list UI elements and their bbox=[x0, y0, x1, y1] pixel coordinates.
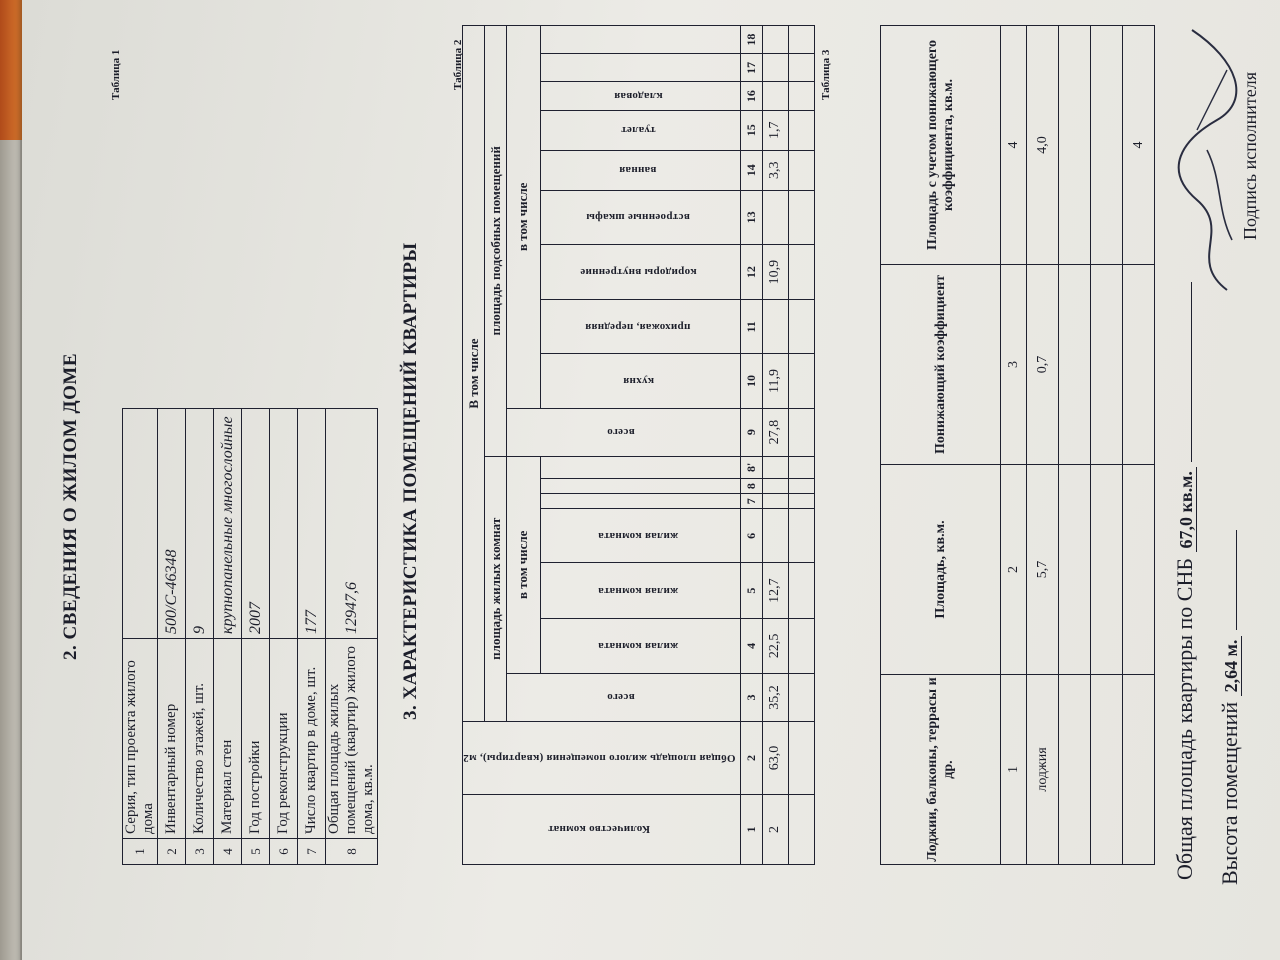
table2-caption: Таблица 2 bbox=[452, 39, 464, 90]
table2-index-row bbox=[740, 26, 762, 865]
cell-area: 5,7 bbox=[1027, 465, 1059, 675]
header-closets: встроенные шкафы bbox=[540, 190, 740, 244]
row-num: 7 bbox=[298, 839, 326, 865]
col-index-cell: 10 bbox=[740, 354, 762, 408]
col-index-cell: 7 bbox=[740, 494, 762, 509]
header-bath: ванная bbox=[540, 150, 740, 190]
header-empty bbox=[540, 456, 740, 478]
cell-type: лоджия bbox=[1027, 675, 1059, 865]
cell-reduced: 4,0 bbox=[1027, 26, 1059, 265]
row-value bbox=[270, 409, 298, 639]
table1 bbox=[122, 408, 378, 865]
empty-cell bbox=[788, 245, 814, 300]
table3-data-row bbox=[1027, 26, 1059, 865]
col-index-cell: 8 bbox=[740, 478, 762, 493]
table1-row bbox=[242, 409, 270, 865]
col-index-cell: 13 bbox=[740, 190, 762, 244]
total-area-value: 67,0 кв.м. bbox=[1176, 467, 1197, 552]
table1-row bbox=[298, 409, 326, 865]
col-index-cell: 9 bbox=[740, 408, 762, 456]
col-index-cell: 11 bbox=[740, 300, 762, 354]
data-cell: 63,0 bbox=[762, 722, 788, 795]
table2-empty-row bbox=[788, 26, 814, 865]
row-num: 8 bbox=[326, 839, 378, 865]
row-label: Год постройки bbox=[242, 639, 270, 839]
total-area-line bbox=[1172, 282, 1198, 880]
document-sheet bbox=[22, 0, 1280, 960]
data-cell: 1,7 bbox=[762, 110, 788, 150]
ceiling-height-line bbox=[1217, 530, 1243, 885]
empty-cell bbox=[788, 674, 814, 722]
col-index-cell: 16 bbox=[740, 82, 762, 110]
table3 bbox=[880, 25, 1155, 865]
index-cell: 4 bbox=[1001, 26, 1027, 265]
header-toilet: туалет bbox=[540, 110, 740, 150]
data-cell: 3,3 bbox=[762, 150, 788, 190]
row-value: 12947,6 bbox=[326, 409, 378, 639]
row-num: 4 bbox=[214, 839, 242, 865]
row-value: 9 bbox=[186, 409, 214, 639]
header-coef: Понижающий коэффициент bbox=[881, 265, 1001, 465]
row-label: Материал стен bbox=[214, 639, 242, 839]
header-room: жилая комната bbox=[540, 563, 740, 618]
data-cell bbox=[762, 494, 788, 509]
table1-row bbox=[158, 409, 186, 865]
col-index-cell: 15 bbox=[740, 110, 762, 150]
col-index-cell: 5 bbox=[740, 563, 762, 618]
row-value: 500/С-46348 bbox=[158, 409, 186, 639]
row-value: крупнопанельные многослойные bbox=[214, 409, 242, 639]
ceiling-height-value: 2,64 м. bbox=[1221, 636, 1242, 697]
header-loggias: Лоджии, балконы, террасы и др. bbox=[881, 675, 1001, 865]
data-cell bbox=[762, 300, 788, 354]
empty-cell bbox=[788, 456, 814, 478]
row-label: Число квартир в доме, шт. bbox=[298, 639, 326, 839]
header-empty bbox=[540, 54, 740, 82]
data-cell: 22,5 bbox=[762, 618, 788, 673]
row-label: Серия, тип проекта жилого дома bbox=[123, 639, 158, 839]
header-all: всего bbox=[507, 408, 741, 456]
data-cell bbox=[762, 509, 788, 563]
data-cell: 12,7 bbox=[762, 563, 788, 618]
col-index-cell: 6 bbox=[740, 509, 762, 563]
row-num: 5 bbox=[242, 839, 270, 865]
row-label: Общая площадь жилых помещений (квартир) жилого дома, кв.м. bbox=[326, 639, 378, 839]
signature-label: Подпись исполнителя bbox=[1240, 72, 1260, 240]
data-cell bbox=[762, 82, 788, 110]
section2-title: 2. СВЕДЕНИЯ О ЖИЛОМ ДОМЕ bbox=[60, 352, 81, 660]
index-cell: 3 bbox=[1001, 265, 1027, 465]
header-incl: В том числе bbox=[463, 26, 485, 722]
row-value: 2007 bbox=[242, 409, 270, 639]
header-storage: кладовая bbox=[540, 82, 740, 110]
row-label: Инвентарный номер bbox=[158, 639, 186, 839]
empty-cell bbox=[788, 82, 814, 110]
row-num: 3 bbox=[186, 839, 214, 865]
row-value: 177 bbox=[298, 409, 326, 639]
col-index-cell: 12 bbox=[740, 245, 762, 300]
empty-cell bbox=[788, 563, 814, 618]
header-kitchen: кухня bbox=[540, 354, 740, 408]
col-index-cell: 8' bbox=[740, 456, 762, 478]
empty-cell bbox=[788, 54, 814, 82]
empty-cell bbox=[788, 618, 814, 673]
header-incl-small: в том числе bbox=[507, 26, 541, 409]
desk-shadow bbox=[0, 140, 20, 960]
table2 bbox=[462, 25, 815, 865]
data-cell: 27,8 bbox=[762, 408, 788, 456]
index-cell: 1 bbox=[1001, 675, 1027, 865]
col-index-cell: 14 bbox=[740, 150, 762, 190]
header-room: жилая комната bbox=[540, 509, 740, 563]
empty-cell bbox=[788, 478, 814, 493]
empty-cell bbox=[788, 795, 814, 865]
header-room: жилая комната bbox=[540, 618, 740, 673]
data-cell bbox=[762, 54, 788, 82]
section3-title: 3. ХАРАКТЕРИСТИКА ПОМЕЩЕНИЙ КВАРТИРЫ bbox=[400, 242, 421, 720]
empty-cell bbox=[788, 509, 814, 563]
table3-empty-row bbox=[1059, 26, 1091, 865]
header-total-area: Общая площадь жилого помещения (квартиры), м2 bbox=[463, 722, 741, 795]
empty-cell bbox=[788, 354, 814, 408]
header-empty bbox=[540, 26, 740, 54]
data-cell bbox=[762, 478, 788, 493]
header-incl-small: в том числе bbox=[507, 456, 541, 673]
header-empty bbox=[540, 478, 740, 493]
empty-cell bbox=[788, 300, 814, 354]
table3-total-row bbox=[1123, 26, 1155, 865]
data-cell bbox=[762, 26, 788, 54]
data-cell: 10,9 bbox=[762, 245, 788, 300]
ceiling-height-label: Высота помещений bbox=[1217, 701, 1242, 885]
empty-cell bbox=[788, 26, 814, 54]
row-label: Количество этажей, шт. bbox=[186, 639, 214, 839]
header-area: Площадь, кв.м. bbox=[881, 465, 1001, 675]
col-index-cell: 18 bbox=[740, 26, 762, 54]
empty-cell bbox=[788, 494, 814, 509]
empty-cell bbox=[788, 190, 814, 244]
table3-empty-row bbox=[1091, 26, 1123, 865]
col-index-cell: 1 bbox=[740, 795, 762, 865]
table2-header-row bbox=[463, 26, 485, 865]
col-index-cell: 3 bbox=[740, 674, 762, 722]
table2-data-row bbox=[762, 26, 788, 865]
data-cell: 35,2 bbox=[762, 674, 788, 722]
col-index-cell: 17 bbox=[740, 54, 762, 82]
table1-row bbox=[326, 409, 378, 865]
rotated-page bbox=[22, 0, 1262, 960]
table1-row bbox=[270, 409, 298, 865]
header-all: всего bbox=[507, 674, 741, 722]
header-empty bbox=[540, 494, 740, 509]
header-rooms-count: Количество комнат bbox=[463, 795, 741, 865]
table3-caption: Таблица 3 bbox=[820, 49, 832, 100]
header-corridor: коридоры внутренние bbox=[540, 245, 740, 300]
header-living-area: площадь жилых комнат bbox=[485, 456, 507, 721]
header-reduced-area: Площадь с учетом понижающего коэффициента, кв.м. bbox=[881, 26, 1001, 265]
row-num: 1 bbox=[123, 839, 158, 865]
data-cell: 11,9 bbox=[762, 354, 788, 408]
total-area-label: Общая площадь квартиры по СНБ bbox=[1172, 558, 1197, 880]
cell-total: 4 bbox=[1123, 26, 1155, 265]
col-index-cell: 4 bbox=[740, 618, 762, 673]
data-cell bbox=[762, 456, 788, 478]
data-cell: 2 bbox=[762, 795, 788, 865]
col-index-cell: 2 bbox=[740, 722, 762, 795]
header-aux-area: площадь подсобных помещений bbox=[485, 26, 507, 457]
cell-coef: 0,7 bbox=[1027, 265, 1059, 465]
row-label: Год реконструкции bbox=[270, 639, 298, 839]
table1-row bbox=[123, 409, 158, 865]
table1-row bbox=[186, 409, 214, 865]
data-cell bbox=[762, 190, 788, 244]
header-hall: прихожая, передняя bbox=[540, 300, 740, 354]
table3-header-row bbox=[881, 26, 1001, 865]
signature bbox=[1177, 20, 1247, 300]
table1-row bbox=[214, 409, 242, 865]
table3-index-row bbox=[1001, 26, 1027, 865]
empty-cell bbox=[788, 150, 814, 190]
empty-cell bbox=[788, 408, 814, 456]
empty-cell bbox=[788, 110, 814, 150]
row-value bbox=[123, 409, 158, 639]
row-num: 2 bbox=[158, 839, 186, 865]
row-num: 6 bbox=[270, 839, 298, 865]
index-cell: 2 bbox=[1001, 465, 1027, 675]
table1-caption: Таблица 1 bbox=[110, 49, 122, 100]
empty-cell bbox=[788, 722, 814, 795]
